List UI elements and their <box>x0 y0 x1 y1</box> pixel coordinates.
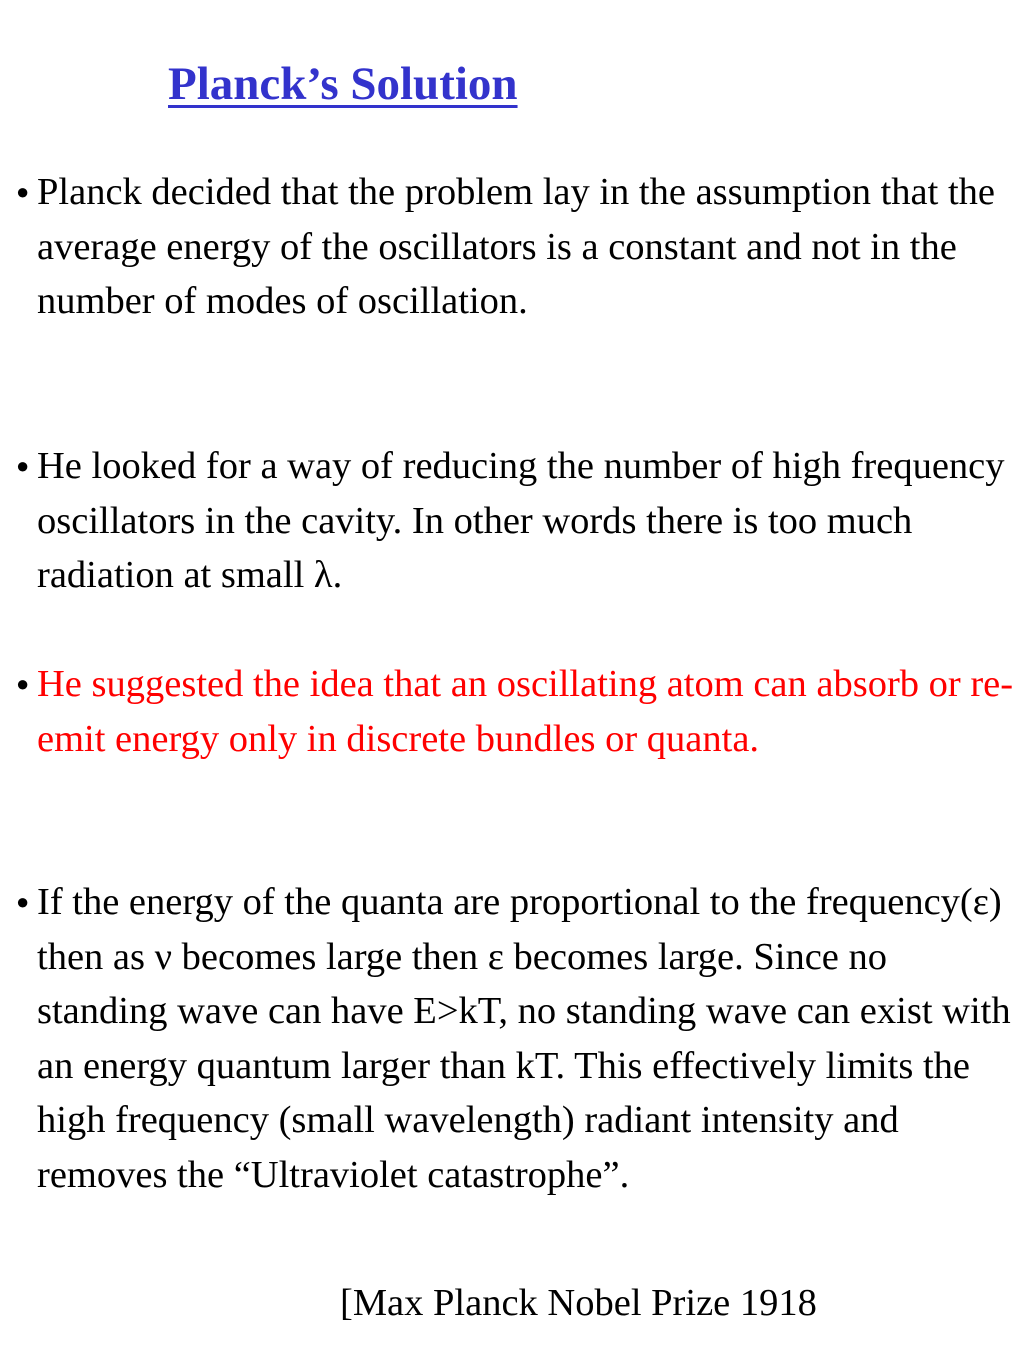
bullet-item-highlighted <box>16 657 1016 766</box>
bullet-text: He suggested the idea that an oscillating atom can absorb or re-emit energy only in discrete bundles or quanta. <box>37 663 1014 760</box>
footer-note: [Max Planck Nobel Prize 1918 <box>340 1282 817 1324</box>
bullet-item <box>16 875 1016 1202</box>
slide-title: Planck’s Solution <box>168 58 518 110</box>
bullet-dot-icon: ● <box>16 179 30 205</box>
bullet-item <box>16 439 1016 603</box>
bullet-text: Planck decided that the problem lay in the assumption that the average energy of the oscillators is a constant and not in the number of modes of oscillation. <box>37 171 995 323</box>
bullet-dot-icon: ● <box>16 889 30 915</box>
bullet-item <box>16 165 1016 329</box>
bullet-dot-icon: ● <box>16 671 30 697</box>
bullet-dot-icon: ● <box>16 453 30 479</box>
bullet-text: If the energy of the quanta are proportional to the frequency(ε) then as ν becomes large then ε becomes large. Since no standing wave can have E>kT, no standing wave can exist with an energy quantum larger than kT. This effectively limits the high frequency (small wavelength) radiant intensity and removes the “Ultraviolet catastrophe”. <box>37 881 1011 1196</box>
bullet-text: He looked for a way of reducing the number of high frequency oscillators in the cavity. In other words there is too much radiation at small λ. <box>37 445 1005 597</box>
